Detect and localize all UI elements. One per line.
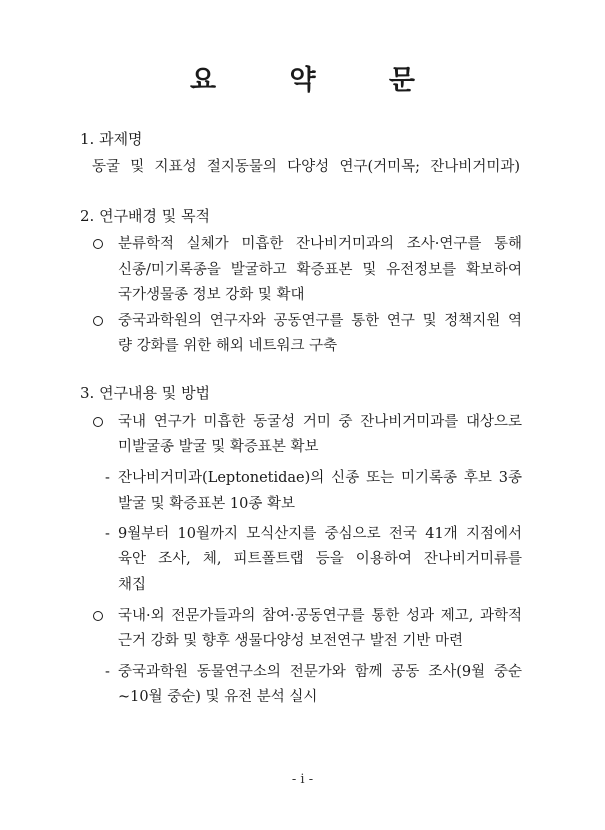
project-title-text: 동굴 및 지표성 절지동물의 다양성 연구(거미목; 잔나비거미과) xyxy=(92,159,520,175)
subitem-line: 잔나비거미과(Leptonetidae)의 신종 또는 미기록종 후보 3종 xyxy=(118,470,522,486)
page-number: - i - xyxy=(291,772,314,787)
section-heading-3: 3. 연구내용 및 방법 xyxy=(80,384,211,402)
section-heading-1: 1. 과제명 xyxy=(80,130,143,148)
subitem-line: ~10월 중순) 및 유전 분석 실시 xyxy=(118,689,318,705)
circle-bullet-icon xyxy=(93,316,103,326)
subitem-line: 채집 xyxy=(118,577,147,593)
circle-bullet-icon xyxy=(93,417,103,427)
dash-marker: - xyxy=(105,526,110,542)
dash-marker: - xyxy=(105,470,110,486)
bullet-line: 량 강화를 위한 해외 네트워크 구축 xyxy=(118,338,338,354)
bullet-line: 신종/미기록종을 발굴하고 확증표본 및 유전정보를 확보하여 xyxy=(118,262,522,278)
bullet-line: 중국과학원의 연구자와 공동연구를 통한 연구 및 정책지원 역 xyxy=(118,313,522,329)
circle-bullet-icon xyxy=(93,239,103,249)
section-heading-2: 2. 연구배경 및 목적 xyxy=(80,207,211,225)
circle-bullet-icon xyxy=(93,611,103,621)
dash-marker: - xyxy=(105,664,110,680)
bullet-line: 분류학적 실체가 미흡한 잔나비거미과의 조사·연구를 통해 xyxy=(118,236,522,252)
bullet-line: 근거 강화 및 향후 생물다양성 보전연구 발전 기반 마련 xyxy=(118,633,464,649)
bullet-line: 미발굴종 발굴 및 확증표본 확보 xyxy=(118,439,319,455)
bullet-line: 국내·외 전문가들과의 참여·공동연구를 통한 성과 제고, 과학적 xyxy=(118,608,522,624)
subitem-line: 육안 조사, 체, 피트폴트랩 등을 이용하여 잔나비거미류를 xyxy=(118,551,522,567)
bullet-line: 국가생물종 정보 강화 및 확대 xyxy=(118,287,305,303)
subitem-line: 발굴 및 확증표본 10종 확보 xyxy=(118,496,295,512)
bullet-line: 국내 연구가 미흡한 동굴성 거미 중 잔나비거미과를 대상으로 xyxy=(118,414,522,430)
page-title: 요 약 문 xyxy=(189,65,448,96)
subitem-line: 중국과학원 동물연구소의 전문가와 함께 공동 조사(9월 중순 xyxy=(118,664,522,680)
subitem-line: 9월부터 10월까지 모식산지를 중심으로 전국 41개 지점에서 xyxy=(118,526,522,542)
